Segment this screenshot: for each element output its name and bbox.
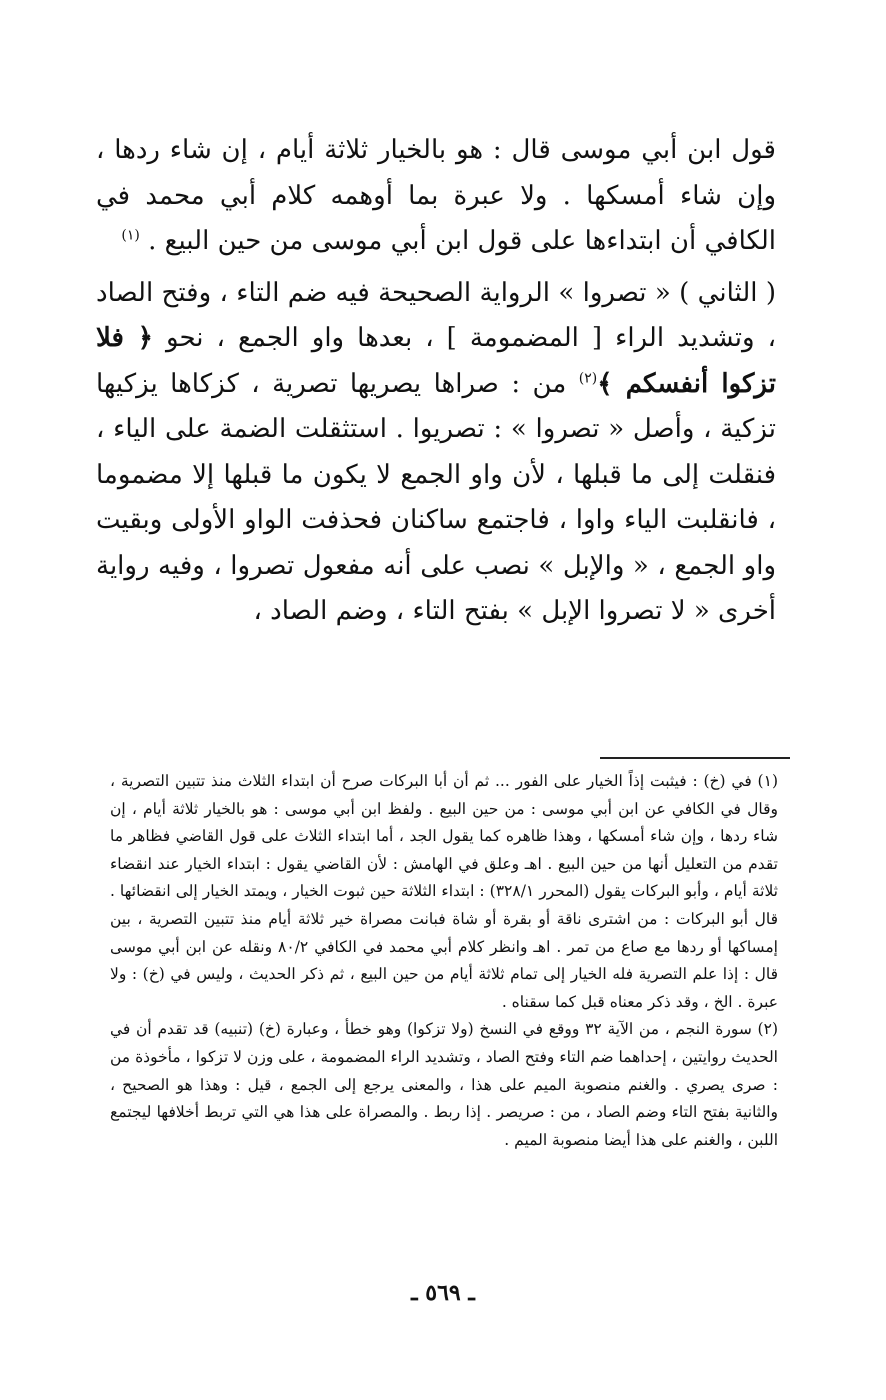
footnote-separator [600,757,790,759]
footnotes [110,768,778,1154]
quran-quote: ﴿ فلا تزكوا أنفسكم ﴾ [96,323,777,399]
footnote-ref-2: (٢) [578,369,598,386]
main-paragraph-1 [96,128,776,265]
main-text [96,128,776,635]
paragraph-1-text: قول ابن أبي موسى قال : هو بالخيار ثلاثة أيام ، إن شاء ردها ، وإن شاء أمسكها . ولا عبرة بما أوهمه كلام أبي محمد في الكافي أن ابتداءها على قول ابن أبي موسى من حين البيع . [96,135,776,256]
paragraph-2-text-b: من : صراها يصريها تصرية ، كزكاها يزكيها تزكية ، وأصل « تصروا » : تصريوا . استثقلت الضمة على الياء ، فنقلت إلى ما قبلها ، لأن واو الجمع لا يكون ما قبلها إلا مضموما ، فانقلبت الياء واوا ، فاجتمع ساكنان فحذفت الواو الأولى وبقيت واو الجمع ، « والإبل » نصب على أنه مفعول تصروا ، وفيه رواية أخرى « لا تصروا الإبل » بفتح التاء ، وضم الصاد ، [96,368,776,626]
footnote-1: (١) في (خ) : فيثبت إذاً الخيار على الفور ... ثم أن أبا البركات صرح أن ابتداء الثلاث منذ تتبين التصرية ، وقال في الكافي عن ابن أبي موسى : من حين البيع . ولفظ ابن أبي موسى : هو بالخيار ثلاثة أيام ، إن شاء ردها ، وإن شاء أمسكها ، وهذا ظاهره كما يقول الجد ، أما ابتداء الثلاث على قول القاضي فظاهر ما تقدم من التعليل أنها من حين البيع . اهـ وعلق في الهامش : لأن القاضي يقول : ابتداء الخيار عند انقضاء ثلاثة أيام ، وأبو البركات يقول (المحرر ٣٢٨/١) : ابتداء الثلاثة حين ثبوت الخيار ، ويمتد الخيار إلى انقضائها . قال أبو البركات : من اشترى ناقة أو بقرة أو شاة فبانت مصراة خير ثلاثة أيام منذ تتبين التصرية ، بين إمساكها أو ردها مع صاع من تمر . اهـ وانظر كلام أبي محمد في الكافي ٨٠/٢ ونقله عن ابن أبي موسى قال : إذا علم التصرية فله الخيار إلى تمام ثلاثة أيام من حين البيع ، ثم ذكر الحديث ، وليس في (خ) : ولا عبرة . الخ ، وقد ذكر معناه قبل كما سقناه . [110,772,779,1011]
page-number: ـ ٥٦٩ ـ [411,1280,475,1306]
paragraph-2-text-a: ( الثاني ) « تصروا » الرواية الصحيحة فيه ضم التاء ، وفتح الصاد ، وتشديد الراء [ المضمومة ] ، بعدها واو الجمع ، نحو [96,277,777,353]
footnote-ref-1: (١) [121,227,140,244]
main-paragraph-2 [96,271,776,635]
footnote-2: (٢) سورة النجم ، من الآية ٣٢ ووقع في النسخ (ولا تزكوا) وهو خطأ ، وعبارة (خ) (تنبيه) قد تقدم أن في الحديث روايتين ، إحداهما ضم التاء وفتح الصاد ، وتشديد الراء المضمومة ، على وزن لا تزكوا ، مأخوذة من : صرى يصري . والغنم منصوبة الميم على هذا ، والمعنى يرجع إلى الجمع ، قيل : وهذا هو الصحيح ، والثانية بفتح التاء وضم الصاد ، من : صريصر . إذا ربط . والمصراة على هذا هي التي تربط أخلافها ليجتمع اللبن ، والغنم على هذا أيضا منصوبة الميم . [110,1020,778,1149]
